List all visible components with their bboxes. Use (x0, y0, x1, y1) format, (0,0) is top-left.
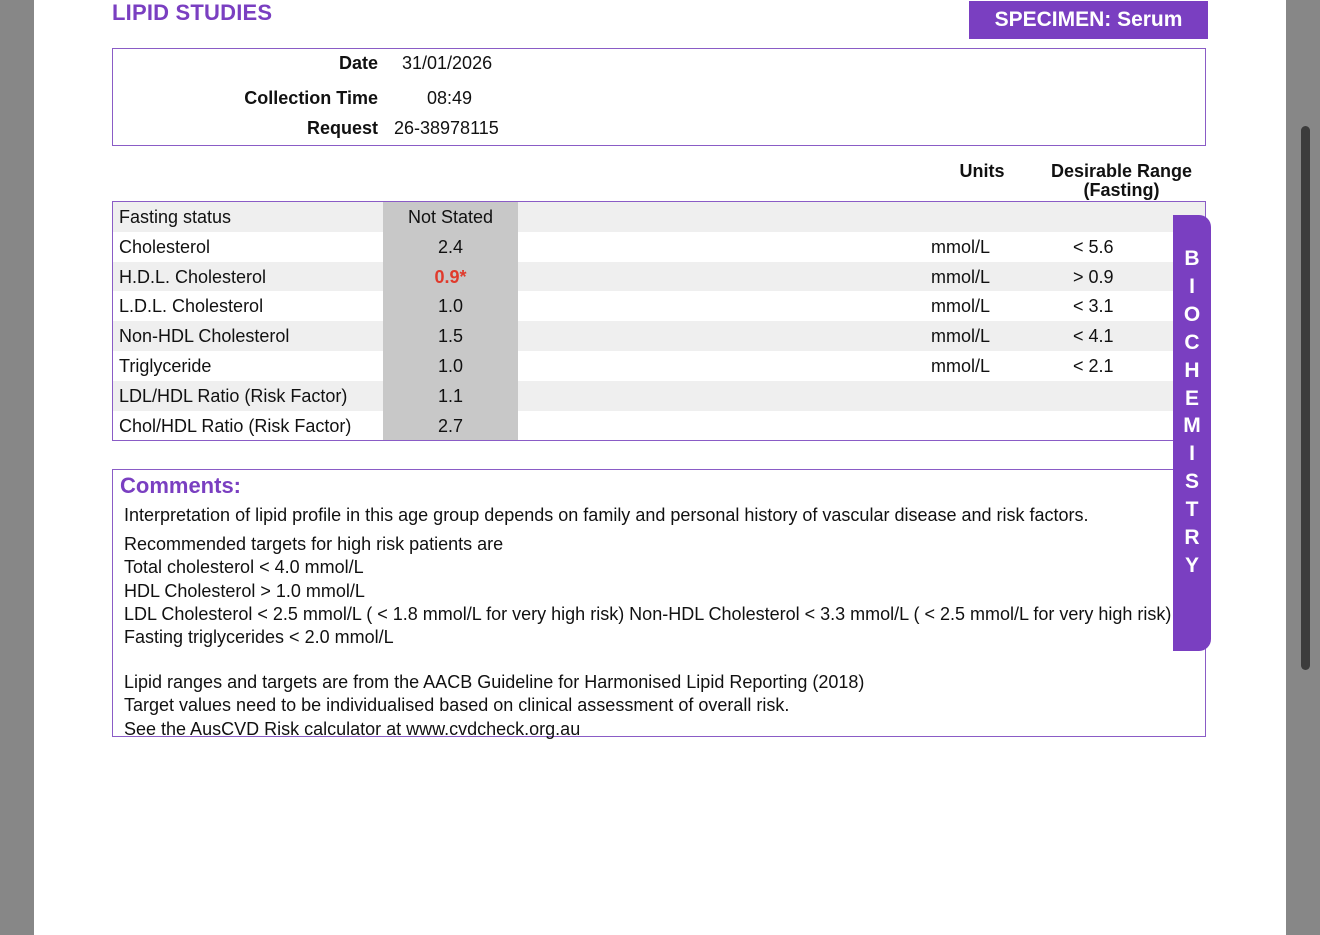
side-tab-letter: M (1183, 414, 1201, 438)
result-value: 1.1 (383, 381, 518, 411)
range-header-line2: (Fasting) (1083, 180, 1160, 200)
report-title: LIPID STUDIES (112, 0, 273, 25)
result-name: Triglyceride (119, 355, 212, 376)
side-tab-letter: T (1185, 498, 1199, 522)
comment-paragraph: Interpretation of lipid profile in this age group depends on family and personal history of vascular disease and risk factors. (124, 505, 1089, 525)
result-range: < 2.1 (1073, 355, 1114, 376)
result-value: 2.7 (383, 411, 518, 441)
result-range: < 3.1 (1073, 296, 1114, 317)
side-tab-letter: I (1189, 442, 1195, 466)
comment-line: Total cholesterol < 4.0 mmol/L (124, 557, 364, 578)
side-tab-letter: O (1183, 302, 1201, 326)
request-label: Request (306, 118, 378, 138)
result-name: Chol/HDL Ratio (Risk Factor) (119, 415, 352, 436)
comment-line: HDL Cholesterol > 1.0 mmol/L (124, 580, 365, 601)
comment-line: Recommended targets for high risk patients are (124, 534, 504, 555)
scrollbar-thumb[interactable] (1301, 126, 1310, 670)
comment-line: LDL Cholesterol < 2.5 mmol/L ( < 1.8 mmol/L for very high risk) Non-HDL Cholesterol < 3.3 mmol/L ( < 2.5 mmol/L for very high risk) Fasting triglycerides < 2.0 mmol/L (124, 603, 1172, 648)
result-value: 2.4 (383, 232, 518, 262)
side-tab-letter: B (1184, 247, 1200, 270)
result-unit: mmol/L (931, 355, 991, 376)
result-name: H.D.L. Cholesterol (119, 266, 267, 287)
comments-body (124, 504, 1199, 741)
side-tab-letter: I (1189, 274, 1195, 298)
result-value: 1.0 (383, 351, 518, 381)
biochemistry-side-tab[interactable] (1173, 215, 1211, 651)
result-name: LDL/HDL Ratio (Risk Factor) (119, 385, 348, 406)
result-unit: mmol/L (931, 296, 991, 317)
table-row (113, 202, 1205, 232)
collection-time-value: 08:49 (427, 88, 473, 108)
table-row (113, 291, 1205, 321)
result-unit: mmol/L (931, 266, 991, 287)
date-label: Date (338, 53, 378, 73)
date-value: 31/01/2026 (402, 53, 493, 73)
range-header-line1: Desirable Range (1050, 161, 1193, 181)
result-range: > 0.9 (1073, 266, 1114, 287)
table-row (113, 232, 1205, 262)
request-info-box (112, 48, 1206, 146)
side-tab-letter: E (1184, 386, 1199, 410)
comment-line: Target values need to be individualised based on clinical assessment of overall risk. (124, 695, 790, 716)
range-header (1039, 162, 1204, 200)
table-row (113, 321, 1205, 351)
table-row (113, 411, 1205, 441)
result-name: Fasting status (119, 207, 232, 227)
comments-title: Comments: (120, 473, 242, 498)
table-row (113, 381, 1205, 411)
result-value: 1.5 (383, 321, 518, 351)
side-tab-letter: Y (1184, 553, 1199, 577)
side-tab-letter: R (1184, 526, 1200, 550)
side-tab-letter: C (1184, 330, 1200, 354)
comments-box (112, 469, 1206, 737)
comment-line: See the AusCVD Risk calculator at www.cvdcheck.org.au (124, 718, 581, 739)
collection-time-label: Collection Time (244, 88, 378, 108)
table-row (113, 262, 1205, 292)
result-unit: mmol/L (931, 236, 991, 257)
result-range: < 5.6 (1073, 236, 1114, 257)
result-value: Not Stated (383, 202, 518, 232)
results-table (112, 201, 1206, 441)
result-name: Non-HDL Cholesterol (119, 326, 290, 347)
result-name: Cholesterol (119, 236, 211, 257)
units-header: Units (959, 161, 1005, 181)
table-row (113, 351, 1205, 381)
side-tab-letter: S (1184, 470, 1199, 494)
specimen-badge: SPECIMEN: Serum (969, 1, 1208, 39)
result-value: 0.9* (383, 262, 518, 292)
side-tab-letter: H (1184, 358, 1200, 382)
comment-line: Lipid ranges and targets are from the AACB Guideline for Harmonised Lipid Reporting (2018) (124, 672, 865, 693)
result-name: L.D.L. Cholesterol (119, 296, 264, 317)
report-page (34, 0, 1286, 935)
result-value: 1.0 (383, 291, 518, 321)
result-unit: mmol/L (931, 326, 991, 347)
request-value: 26-38978115 (394, 118, 499, 138)
result-range: < 4.1 (1073, 326, 1114, 347)
